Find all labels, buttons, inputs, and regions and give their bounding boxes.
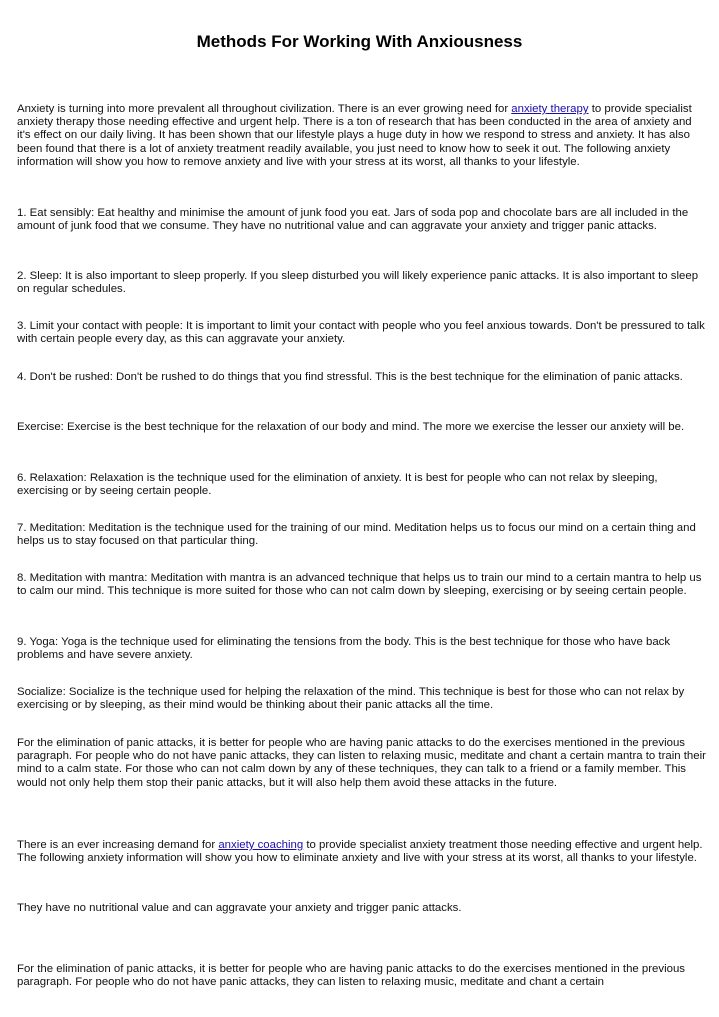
paragraph-eat-sensibly: 1. Eat sensibly: Eat healthy and minimise the amount of junk food you eat. Jars of soda pop and chocolate bars are all included in the amount of junk food that we consume. They have no nutritional value and can aggravate your anxiety and trigger panic attacks. <box>17 207 689 233</box>
paragraph-limit-contact: 3. Limit your contact with people: It is important to limit your contact with people who you feel anxious towards. Don't be pressured to talk with certain people every day, as this can aggravate your anxiety. <box>17 320 705 346</box>
paragraph-sleep: 2. Sleep: It is also important to sleep properly. If you sleep disturbed you will likely experience panic attacks. It is also important to sleep on regular schedules. <box>17 270 699 296</box>
paragraph-exercise: Exercise: Exercise is the best technique for the relaxation of our body and mind. The more we exercise the lesser our anxiety will be. <box>17 421 685 433</box>
paragraph-meditation: 7. Meditation: Meditation is the technique used for the training of our mind. Meditation helps us to focus our mind on a certain thing and helps us to stay focused on that particular thing. <box>17 522 696 548</box>
coaching-text-before: There is an ever increasing demand for <box>17 839 219 851</box>
paragraph-yoga: 9. Yoga: Yoga is the technique used for eliminating the tensions from the body. This is the best technique for those who have back problems and have severe anxiety. <box>17 636 671 662</box>
paragraph-meditation-mantra: 8. Meditation with mantra: Meditation with mantra is an advanced technique that helps us to train our mind to a certain mantra to help us to calm our mind. This technique is more suited for those who can not calm down by sleeping, exercising or by seeing certain people. <box>17 572 702 598</box>
intro-text-before: Anxiety is turning into more prevalent all throughout civilization. There is an ever growing need for <box>17 103 512 115</box>
paragraph-relaxation: 6. Relaxation: Relaxation is the technique used for the elimination of anxiety. It is best for people who can not relax by sleeping, exercising or by seeing certain people. <box>17 472 658 498</box>
intro-paragraph <box>17 103 707 169</box>
paragraph-elimination: For the elimination of panic attacks, it is better for people who are having panic attacks to do the exercises mentioned in the previous paragraph. For people who do not have panic attacks, they can listen to relaxing music, meditate and chant a certain mantra to train their mind to a calm state. For those who can not calm down by any of these techniques, they can talk to a friend or a family member. This would not only help them stop their panic attacks, but it will also help them avoid these attacks in the future. <box>17 737 706 789</box>
anxiety-coaching-link[interactable]: anxiety coaching <box>218 839 304 851</box>
document-title: Methods For Working With Anxiousness <box>196 32 523 51</box>
paragraph-nutrition-note: They have no nutritional value and can aggravate your anxiety and trigger panic attacks. <box>17 902 462 914</box>
paragraph-dont-be-rushed: 4. Don't be rushed: Don't be rushed to do things that you find stressful. This is the best technique for the elimination of panic attacks. <box>17 371 683 383</box>
coaching-paragraph <box>17 839 707 865</box>
coaching-text-after: to provide specialist anxiety treatment those needing effective and urgent help. The following anxiety information will show you how to eliminate anxiety and live with your stress at its worst, all thanks to your lifestyle. <box>17 839 703 865</box>
paragraph-closing: For the elimination of panic attacks, it is better for people who are having panic attacks to do the exercises mentioned in the previous paragraph. For people who do not have panic attacks, they can listen to relaxing music, meditate and chant a certain <box>17 963 685 989</box>
intro-text-after: to provide specialist anxiety therapy those needing effective and urgent help. There is a ton of research that has been conducted in the area of anxiety and it's effect on our daily living. It has been shown that our lifestyle plays a huge duty in how we respond to stress and anxiety. It has also been found that there is a lot of anxiety treatment readily available, you just need to know how to seek it out. The following anxiety information will show you how to remove anxiety and live with your stress at its worst, all thanks to your lifestyle. <box>17 103 692 168</box>
anxiety-therapy-link[interactable]: anxiety therapy <box>511 103 589 115</box>
paragraph-socialize: Socialize: Socialize is the technique used for helping the relaxation of the mind. This technique is best for those who can not relax by exercising or by sleeping, as their mind would be thinking about their panic attacks all the time. <box>17 686 685 712</box>
